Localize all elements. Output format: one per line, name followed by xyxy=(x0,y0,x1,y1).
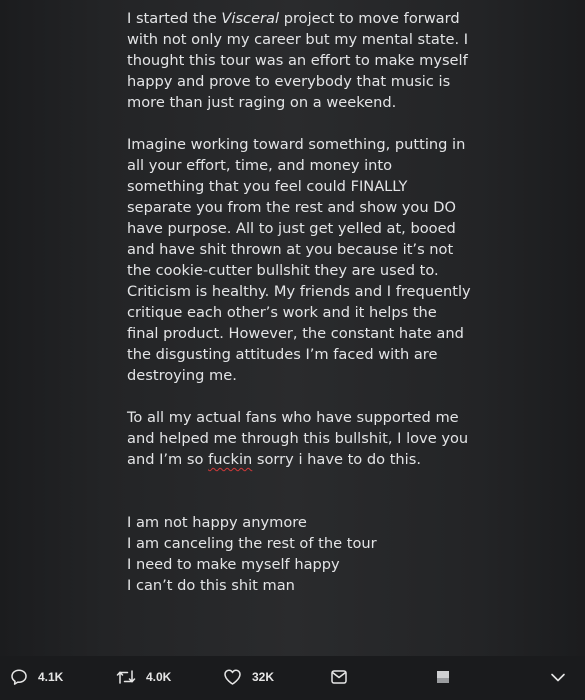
more-options-button[interactable] xyxy=(549,665,567,689)
like-count: 32K xyxy=(252,670,275,684)
retweet-count: 4.0K xyxy=(146,670,172,684)
envelope-icon xyxy=(330,668,348,686)
like-button[interactable] xyxy=(223,665,274,689)
note-line: I can’t do this shit man xyxy=(127,577,295,594)
retweet-icon xyxy=(116,668,136,686)
direct-message-button[interactable] xyxy=(330,665,348,689)
tweet-actions-bar xyxy=(0,656,585,700)
visceral-title: Visceral xyxy=(221,10,280,27)
reply-icon xyxy=(10,668,28,686)
note-line: I need to make myself happy xyxy=(127,556,340,573)
note-paragraph-1: I started the Visceral project to move forward with not only my career but my mental state. I thought this tour was an effort to make myself happy and prove to everybody that music is more than just raging on a weekend. xyxy=(127,10,469,111)
reply-button[interactable] xyxy=(10,665,63,689)
note-line: I am canceling the rest of the tour xyxy=(127,535,377,552)
retweet-button[interactable] xyxy=(116,665,171,689)
chevron-down-icon xyxy=(549,668,567,686)
heart-icon xyxy=(223,668,242,686)
reply-count: 4.1K xyxy=(38,670,64,684)
image-icon xyxy=(436,670,450,684)
note-paragraph-3: To all my actual fans who have supported me and helped me through this bullshit, I love you and I’m so fuckin sorry i have to do this. xyxy=(127,409,469,468)
note-paragraph-2: Imagine working toward something, putting in all your effort, time, and money into something that you feel could FINALLY separate you from the rest and show you DO have purpose. All to just get yelled at, booed and have shit thrown at you because it’s not the cookie-cutter bullshit they are used to. Criticism is healthy. My friends and I frequently critique each other’s work and it helps the final product. However, the constant hate and the disgusting attitudes I’m faced with are destroying me. xyxy=(127,136,471,384)
note-text xyxy=(127,8,472,596)
spellcheck-word: fuckin xyxy=(208,451,253,468)
note-line: I am not happy anymore xyxy=(127,514,307,531)
image-button[interactable] xyxy=(436,665,450,689)
